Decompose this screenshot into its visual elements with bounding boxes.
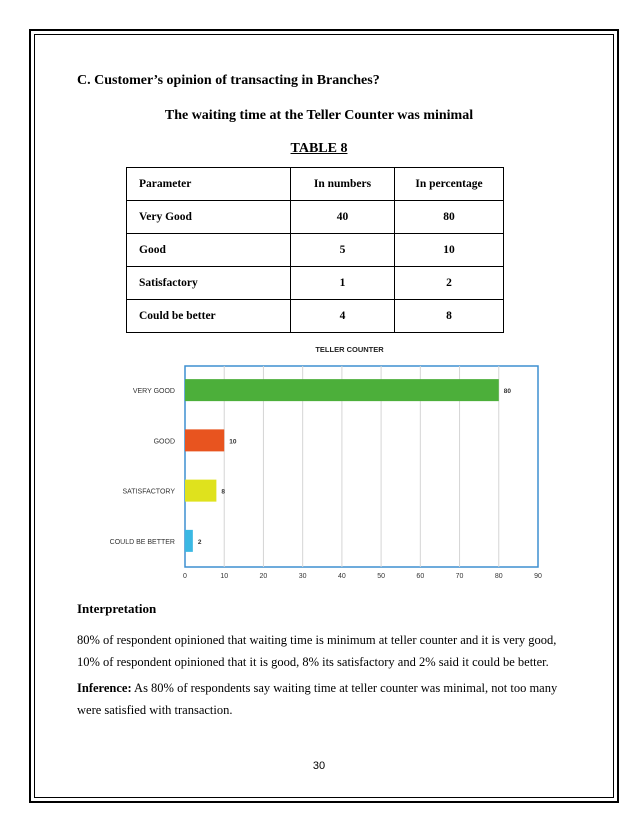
x-tick-label: 30: [298, 573, 307, 580]
bar: [185, 379, 499, 401]
x-tick-label: 90: [534, 573, 542, 580]
x-tick-label: 60: [416, 573, 425, 580]
table-cell: Very Good: [127, 201, 291, 234]
chart-title: TELLER COUNTER: [315, 345, 384, 354]
table-row: [127, 267, 504, 300]
x-tick-label: 20: [259, 573, 268, 580]
table-row: [127, 300, 504, 333]
bar: [185, 530, 193, 552]
table-cell: 5: [291, 234, 395, 267]
category-label: GOOD: [153, 438, 175, 446]
table-cell: Good: [127, 234, 291, 267]
header-numbers: In numbers: [291, 168, 395, 201]
table-cell: 8: [395, 300, 504, 333]
x-tick-label: 0: [183, 573, 187, 580]
table-cell: 1: [291, 267, 395, 300]
header-percentage: In percentage: [395, 168, 504, 201]
category-label: SATISFACTORY: [122, 488, 175, 496]
section-heading: C. Customer’s opinion of transacting in Branches?: [77, 73, 380, 88]
table-cell: 10: [395, 234, 504, 267]
data-label: 10: [229, 438, 237, 446]
data-label: 8: [221, 488, 226, 496]
page-number: 30: [312, 760, 326, 772]
teller-counter-chart: [90, 340, 550, 590]
category-label: VERY GOOD: [132, 388, 175, 396]
data-label: 80: [503, 388, 512, 396]
x-tick-label: 70: [455, 573, 464, 580]
interpretation-text: 80% of respondent opinioned that waiting time is minimum at teller counter and it is very good, 10% of respondent opinioned that it is good, 8% its satisfactory and 2% said it could be better.: [77, 633, 557, 669]
inference-paragraph: [77, 677, 577, 721]
table-row: [127, 201, 504, 234]
inference-label: Inference:: [77, 681, 132, 695]
x-tick-label: 10: [220, 573, 229, 580]
x-tick-label: 80: [494, 573, 503, 580]
table-cell: 4: [291, 300, 395, 333]
table-cell: Satisfactory: [127, 267, 291, 300]
table-cell: 40: [291, 201, 395, 234]
data-label: 2: [197, 538, 202, 546]
table-row: [127, 234, 504, 267]
opinion-table: [126, 167, 504, 333]
bar: [185, 480, 216, 502]
table-subtitle-text: The waiting time at the Teller Counter was minimal: [164, 108, 474, 123]
header-parameter: Parameter: [127, 168, 291, 201]
table-cell: 2: [395, 267, 504, 300]
table-cell: 80: [395, 201, 504, 234]
table-title: TABLE 8: [290, 141, 348, 156]
x-tick-label: 40: [337, 573, 346, 580]
table-subtitle: [0, 108, 638, 124]
table-header-row: [127, 168, 504, 201]
bar: [185, 429, 224, 451]
x-tick-label: 50: [377, 573, 386, 580]
interpretation-title: Interpretation: [77, 601, 157, 616]
inference-text: As 80% of respondents say waiting time at teller counter was minimal, not too many were satisfied with transaction.: [77, 681, 558, 717]
category-label: COULD BE BETTER: [109, 538, 175, 546]
table-cell: Could be better: [127, 300, 291, 333]
